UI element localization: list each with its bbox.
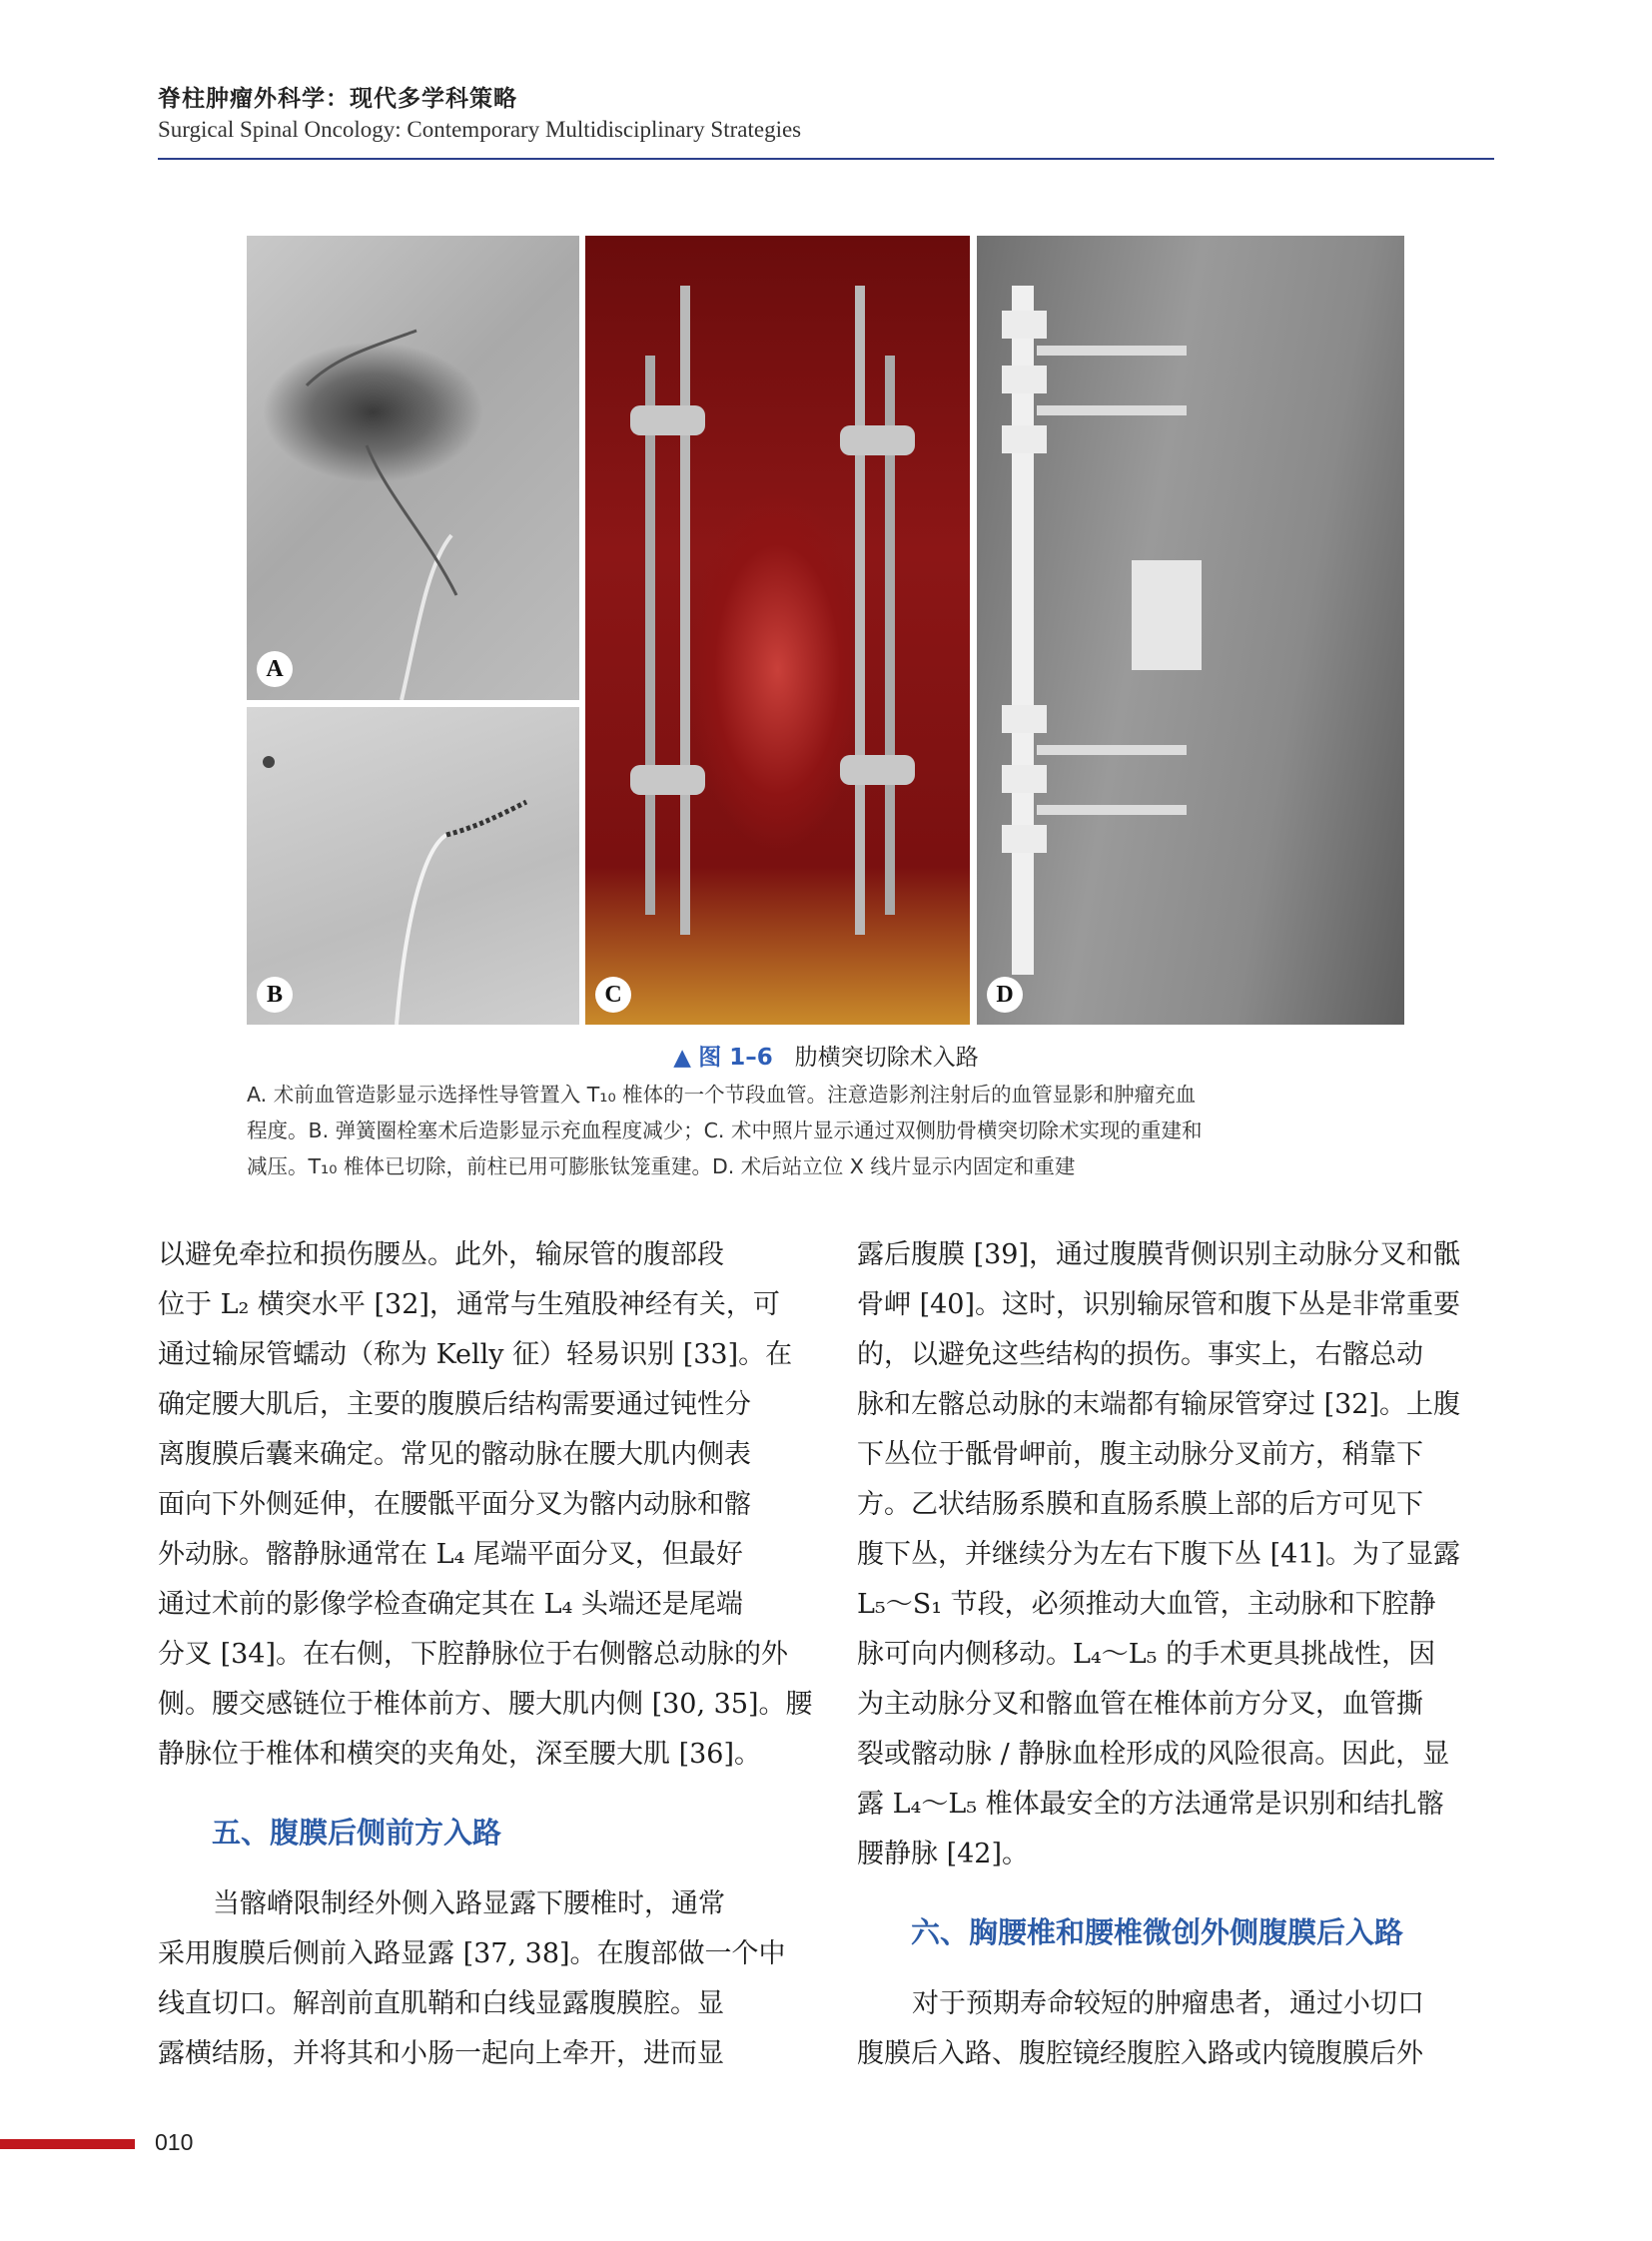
text-line: 侧。腰交感链位于椎体前方、腰大肌内侧 [30, 35]。腰 [158, 1689, 813, 1720]
text-line: 露 L₄～L₅ 椎体最安全的方法通常是识别和结扎髂 [857, 1789, 1444, 1820]
caption-line: 减压。T₁₀ 椎体已切除，前柱已用可膨胀钛笼重建。D. 术后站立位 X 线片显示内固定和重建 [247, 1154, 1076, 1178]
body-column-right [857, 1230, 1496, 1879]
figure-caption-title [0, 1039, 1652, 1072]
text-line: 线直切口。解剖前直肌鞘和白线显露腹膜腔。显 [158, 1988, 724, 2019]
panel-label-c: C [595, 977, 631, 1013]
text-line: 露横结肠，并将其和小肠一起向上牵开，进而显 [158, 2038, 724, 2069]
text-line: 脉和左髂总动脉的末端都有输尿管穿过 [32]。上腹 [857, 1389, 1461, 1420]
text-line: 静脉位于椎体和横突的夹角处，深至腰大肌 [36]。 [158, 1739, 762, 1770]
panel-label-a: A [257, 651, 293, 687]
text-line: 下丛位于骶骨岬前，腹主动脉分叉前方，稍靠下 [857, 1439, 1423, 1470]
page-number: 010 [155, 2129, 194, 2155]
text-line: 脉可向内侧移动。L₄～L₅ 的手术更具挑战性，因 [857, 1639, 1436, 1670]
instrumentation-drawing [585, 236, 970, 1025]
section-heading-6: 六、胸腰椎和腰椎微创外侧腹膜后入路 [911, 1915, 1404, 1949]
text-line: 裂或髂动脉 / 静脉血栓形成的风险很高。因此，显 [857, 1739, 1450, 1770]
text-line: 位于 L₂ 横突水平 [32]，通常与生殖股神经有关，可 [158, 1289, 780, 1320]
running-header-english: Surgical Spinal Oncology: Contemporary Multidisciplinary Strategies [158, 117, 802, 142]
footer-accent-bar [0, 2139, 135, 2149]
text-line: 为主动脉分叉和髂血管在椎体前方分叉，血管撕 [857, 1689, 1423, 1720]
figure-panel-b-post-embolization [247, 707, 579, 1025]
text-line: 面向下外侧延伸，在腰骶平面分叉为髂内动脉和髂 [158, 1489, 751, 1520]
text-line: 腰静脉 [42]。 [857, 1839, 1030, 1869]
text-line: 腹膜后入路、腹腔镜经腹腔入路或内镜腹膜后外 [857, 2038, 1423, 2069]
text-line: 以避免牵拉和损伤腰丛。此外，输尿管的腹部段 [158, 1239, 724, 1270]
text-line: 露后腹膜 [39]，通过腹膜背侧识别主动脉分叉和骶 [857, 1239, 1461, 1270]
text-line: 分叉 [34]。在右侧，下腔静脉位于右侧髂总动脉的外 [158, 1639, 789, 1670]
text-line: 方。乙状结肠系膜和直肠系膜上部的后方可见下 [857, 1489, 1423, 1520]
panel-label-b: B [257, 977, 293, 1013]
figure-title: 肋横突切除术入路 [794, 1045, 979, 1071]
body-column-left [158, 1230, 813, 1780]
text-line: L₅～S₁ 节段，必须推动大血管，主动脉和下腔静 [857, 1589, 1436, 1620]
header-rule [158, 158, 1494, 160]
text-line: 通过输尿管蠕动（称为 Kelly 征）轻易识别 [33]。在 [158, 1339, 793, 1370]
text-line: 当髂嵴限制经外侧入路显露下腰椎时，通常 [213, 1888, 725, 1919]
running-header-chinese: 脊柱肿瘤外科学：现代多学科策略 [158, 86, 517, 112]
caption-line: 程度。B. 弹簧圈栓塞术后造影显示充血程度减少；C. 术中照片显示通过双侧肋骨横突切除术实现的重建和 [247, 1119, 1203, 1142]
text-line: 骨岬 [40]。这时，识别输尿管和腹下丛是非常重要 [857, 1289, 1461, 1320]
catheter-drawing [247, 236, 579, 700]
figure-panel-a-angiogram [247, 236, 579, 700]
text-line: 腹下丛，并继续分为左右下腹下丛 [41]。为了显露 [857, 1539, 1461, 1570]
text-line: 外动脉。髂静脉通常在 L₄ 尾端平面分叉，但最好 [158, 1539, 743, 1570]
section-heading-5: 五、腹膜后侧前方入路 [212, 1816, 502, 1850]
text-line: 对于预期寿命较短的肿瘤患者，通过小切口 [912, 1988, 1424, 2019]
text-line: 通过术前的影像学检查确定其在 L₄ 头端还是尾端 [158, 1589, 743, 1620]
text-line: 离腹膜后囊来确定。常见的髂动脉在腰大肌内侧表 [158, 1439, 751, 1470]
figure-caption-body [247, 1077, 1410, 1184]
caption-line: A. 术前血管造影显示选择性导管置入 T₁₀ 椎体的一个节段血管。注意造影剂注射后的血管显影和肿瘤充血 [247, 1083, 1197, 1107]
body-column-right-after-heading [857, 1979, 1496, 2079]
figure-number: 图 1–6 [698, 1045, 773, 1071]
caption-marker: ▲ [673, 1045, 691, 1071]
figure-panel-c-intraoperative-photo [585, 236, 970, 1025]
coil-drawing [247, 707, 579, 1025]
body-column-left-after-heading [158, 1879, 797, 2079]
text-line: 采用腹膜后侧前入路显露 [37, 38]。在腹部做一个中 [158, 1938, 786, 1969]
figure-panel-d-xray [977, 236, 1404, 1025]
text-line: 的，以避免这些结构的损伤。事实上，右髂总动 [857, 1339, 1423, 1370]
xray-hardware-drawing [977, 236, 1404, 1025]
panel-label-d: D [987, 977, 1023, 1013]
text-line: 确定腰大肌后，主要的腹膜后结构需要通过钝性分 [158, 1389, 751, 1420]
